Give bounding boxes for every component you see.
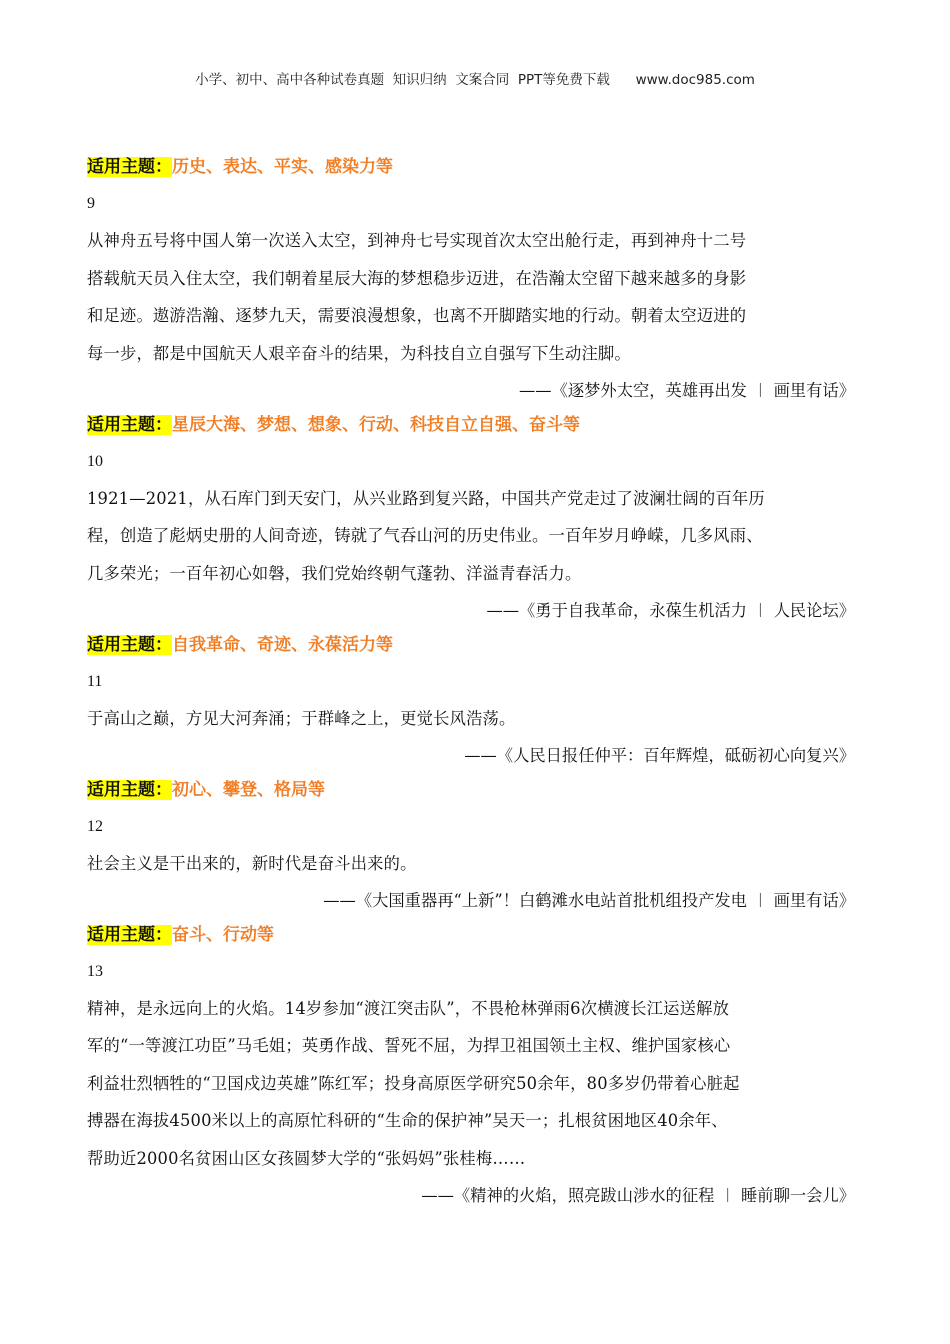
quote-paragraph	[87, 480, 863, 593]
entry-number: 12	[87, 817, 103, 835]
quote-source: ——《勇于自我革命，永葆生机活力 ︱ 人民论坛》	[486, 601, 855, 620]
quote-line: 和足迹。遨游浩瀚、逐梦九天，需要浪漫想象，也离不开脚踏实地的行动。朝着太空迈进的	[87, 306, 747, 325]
theme-topics: 奋斗、行动等	[172, 924, 274, 945]
quote-line: 几多荣光；一百年初心如磐，我们党始终朝气蓬勃、洋溢青春活力。	[87, 563, 582, 583]
theme-line	[87, 920, 863, 954]
quote-source: ——《大国重器再“上新”！白鹤滩水电站首批机组投产发电 ︱ 画里有话》	[323, 891, 855, 910]
theme-label: 适用主题：	[87, 414, 172, 435]
entry-number: 9	[87, 195, 95, 212]
theme-line	[87, 630, 863, 664]
quote-line: 于高山之巅，方见大河奔涌；于群峰之上，更觉长风浩荡。	[87, 708, 516, 728]
quote-line: 1921—2021，从石库门到天安门，从兴业路到复兴路，中国共产党走过了波澜壮阔的百年历	[87, 488, 765, 508]
quote-line: 搭载航天员入住太空，我们朝着星辰大海的梦想稳步迈进，在浩瀚太空留下越来越多的身影	[87, 268, 747, 288]
quote-line: 帮助近2000名贫困山区女孩圆梦大学的“张妈妈”张桂梅……	[87, 1148, 526, 1168]
theme-topics: 初心、攀登、格局等	[172, 779, 325, 800]
quote-line: 军的“一等渡江功臣”马毛姐；英勇作战、誓死不屈，为捍卫祖国领土主权、维护国家核心	[87, 1036, 731, 1055]
entry-number: 11	[87, 672, 103, 690]
quote-paragraph	[87, 700, 863, 738]
theme-line	[87, 410, 863, 444]
theme-label: 适用主题：	[87, 779, 172, 800]
quote-line: 每一步，都是中国航天人艰辛奋斗的结果，为科技自立自强写下生动注脚。	[87, 343, 631, 363]
quote-source: ——《人民日报任仲平：百年辉煌，砥砺初心向复兴》	[464, 746, 855, 765]
quote-source: ——《精神的火焰，照亮跋山涉水的征程 ︱ 睡前聊一会儿》	[421, 1186, 855, 1205]
quote-paragraph	[87, 222, 863, 372]
page-header: 小学、初中、高中各种试卷真题 知识归纳 文案合同 PPT等免费下载 www.doc985.com	[195, 72, 755, 88]
theme-topics: 历史、表达、平实、感染力等	[172, 157, 393, 177]
quote-source: ——《逐梦外太空，英雄再出发 ︱ 画里有话》	[519, 381, 855, 400]
entry-number: 13	[87, 962, 103, 980]
theme-line	[87, 775, 863, 809]
entry-number: 10	[87, 452, 103, 470]
theme-line	[87, 152, 863, 186]
quote-line: 程，创造了彪炳史册的人间奇迹，铸就了气吞山河的历史伟业。一百年岁月峥嵘，几多风雨、	[87, 526, 763, 545]
theme-topics: 自我革命、奇迹、永葆活力等	[172, 634, 393, 655]
theme-topics: 星辰大海、梦想、想象、行动、科技自立自强、奋斗等	[172, 414, 580, 435]
quote-paragraph	[87, 845, 863, 883]
quote-line: 社会主义是干出来的，新时代是奋斗出来的。	[87, 853, 417, 873]
quote-line: 搏器在海拔4500米以上的高原忙科研的“生命的保护神”吴天一；扎根贫困地区40余年、	[87, 1111, 728, 1130]
document-body	[87, 152, 863, 1215]
theme-label: 适用主题：	[87, 157, 172, 177]
quote-line: 精神，是永远向上的火焰。14岁参加“渡江突击队”，不畏枪林弹雨6次横渡长江运送解放	[87, 998, 730, 1018]
quote-paragraph	[87, 990, 863, 1178]
quote-line: 利益壮烈牺牲的“卫国戍边英雄”陈红军；投身高原医学研究50余年，80多岁仍带着心脏起	[87, 1073, 740, 1093]
theme-label: 适用主题：	[87, 924, 172, 945]
theme-label: 适用主题：	[87, 634, 172, 655]
quote-line: 从神舟五号将中国人第一次送入太空，到神舟七号实现首次太空出舱行走，再到神舟十二号	[87, 231, 747, 250]
